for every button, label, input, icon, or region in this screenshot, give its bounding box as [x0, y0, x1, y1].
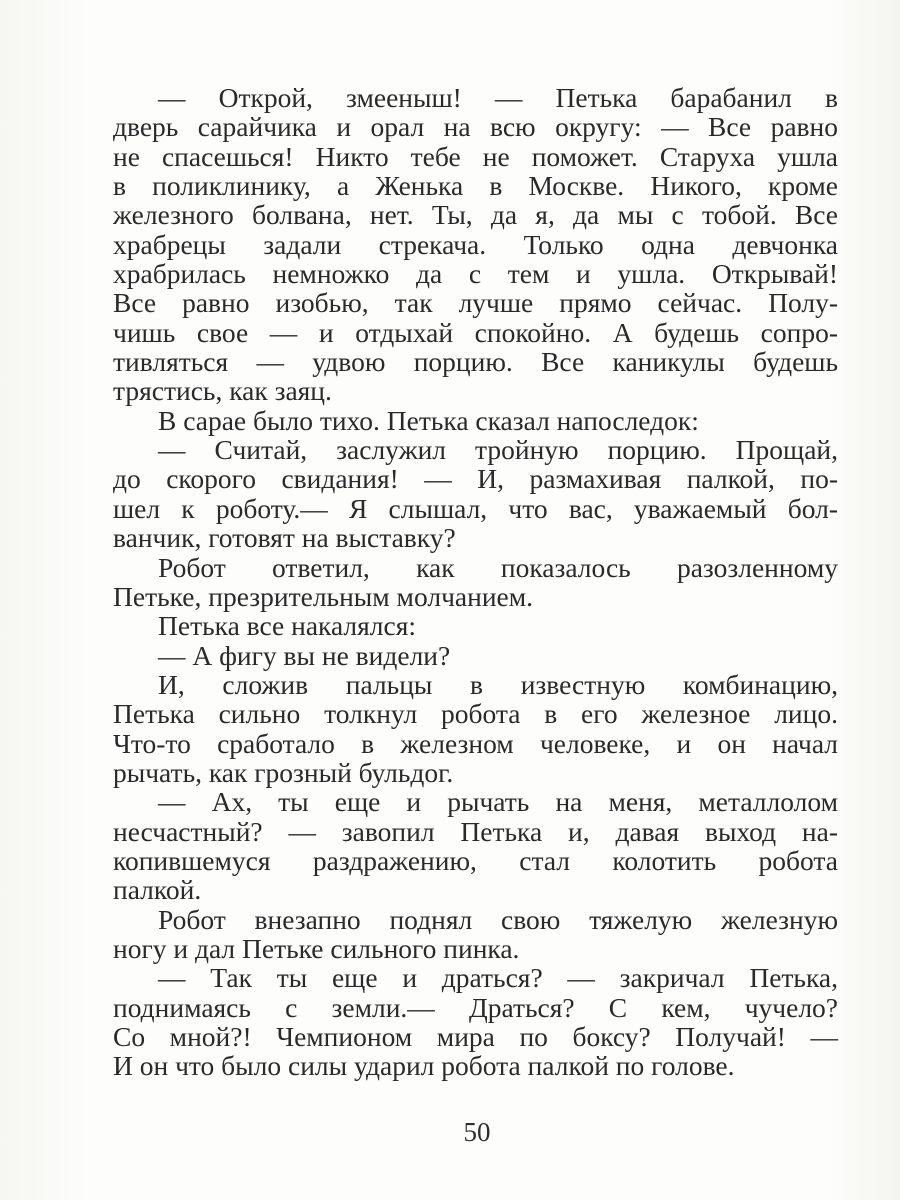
text-line: копившемуся раздражению, стал колотить робота — [113, 844, 838, 876]
paragraph — [113, 787, 838, 904]
paragraph — [113, 611, 838, 640]
text-line: несчастный? — завопил Петька и, давая выход на- — [113, 815, 838, 847]
text-line: ванчик, готовят на выставку? — [113, 522, 456, 554]
text-line: Петька сильно толкнул робота в его железное лицо. — [113, 698, 838, 730]
paragraph — [113, 83, 838, 406]
text-line: Все равно изобью, так лучше прямо сейчас. Полу- — [113, 287, 838, 319]
paragraph — [113, 435, 838, 552]
text-line: палкой. — [113, 874, 202, 906]
paragraph — [113, 553, 838, 612]
paragraph — [113, 963, 838, 1080]
text-line: Со мной?! Чемпионом мира по боксу? Получай! — — [113, 1021, 838, 1052]
text-line: — Открой, змееныш! — Петька барабанил в — [158, 82, 838, 113]
text-line: ногу и дал Петьке сильного пинка. — [113, 932, 520, 964]
text-line: в поликлинику, а Женька в Москве. Никого, кроме — [113, 170, 838, 202]
text-line: — Считай, заслужил тройную порцию. Прощай, — [158, 434, 838, 466]
body-text — [113, 83, 838, 1081]
text-line: трястись, как заяц. — [113, 375, 332, 407]
text-line: до скорого свидания! — И, размахивая палкой, по- — [113, 463, 838, 495]
text-line: не спасешься! Никто тебе не поможет. Старуха ушла — [113, 140, 838, 172]
text-line: храбрилась немножко да с тем и ушла. Открывай! — [113, 258, 838, 290]
text-line: поднимаясь с земли.— Драться? С кем, чучело? — [113, 991, 838, 1023]
text-line: И он что было силы ударил робота палкой по голове. — [113, 1050, 735, 1082]
page-number: 50 — [463, 1117, 491, 1147]
text-line: — А фигу вы не видели? — [158, 639, 451, 671]
text-line: Робот внезапно поднял свою тяжелую железную — [158, 903, 838, 935]
text-line: — Так ты еще и драться? — закричал Петька, — [158, 962, 838, 994]
text-line: рычать, как грозный бульдог. — [113, 756, 454, 788]
paragraph — [113, 406, 838, 435]
paragraph — [113, 641, 838, 670]
text-line: Петьке, презрительным молчанием. — [113, 580, 534, 612]
text-line: чишь свое — и отдыхай спокойно. А будешь сопро- — [113, 316, 838, 348]
text-line: тивляться — удвою порцию. Все каникулы будешь — [113, 346, 838, 378]
text-line: Робот ответил, как показалось разозленному — [158, 551, 838, 583]
paragraph — [113, 670, 838, 787]
text-line: храбрецы задали стрекача. Только одна девчонка — [113, 228, 838, 260]
text-line: железного болвана, нет. Ты, да я, да мы с тобой. Все — [113, 199, 838, 231]
text-line: И, сложив пальцы в известную комбинацию, — [158, 668, 838, 700]
paragraph — [113, 905, 838, 964]
text-line: Петька все накалялся: — [158, 610, 417, 642]
text-line: дверь сарайчика и орал на всю округу: — Все равно — [113, 111, 838, 143]
text-line: В сарае было тихо. Петька сказал напоследок: — [158, 404, 699, 436]
text-line: Что-то сработало в железном человеке, и он начал — [113, 727, 838, 759]
text-line: шел к роботу.— Я слышал, что вас, уважаемый бол- — [113, 492, 838, 524]
text-line: — Ах, ты еще и рычать на меня, металлолом — [158, 786, 838, 818]
